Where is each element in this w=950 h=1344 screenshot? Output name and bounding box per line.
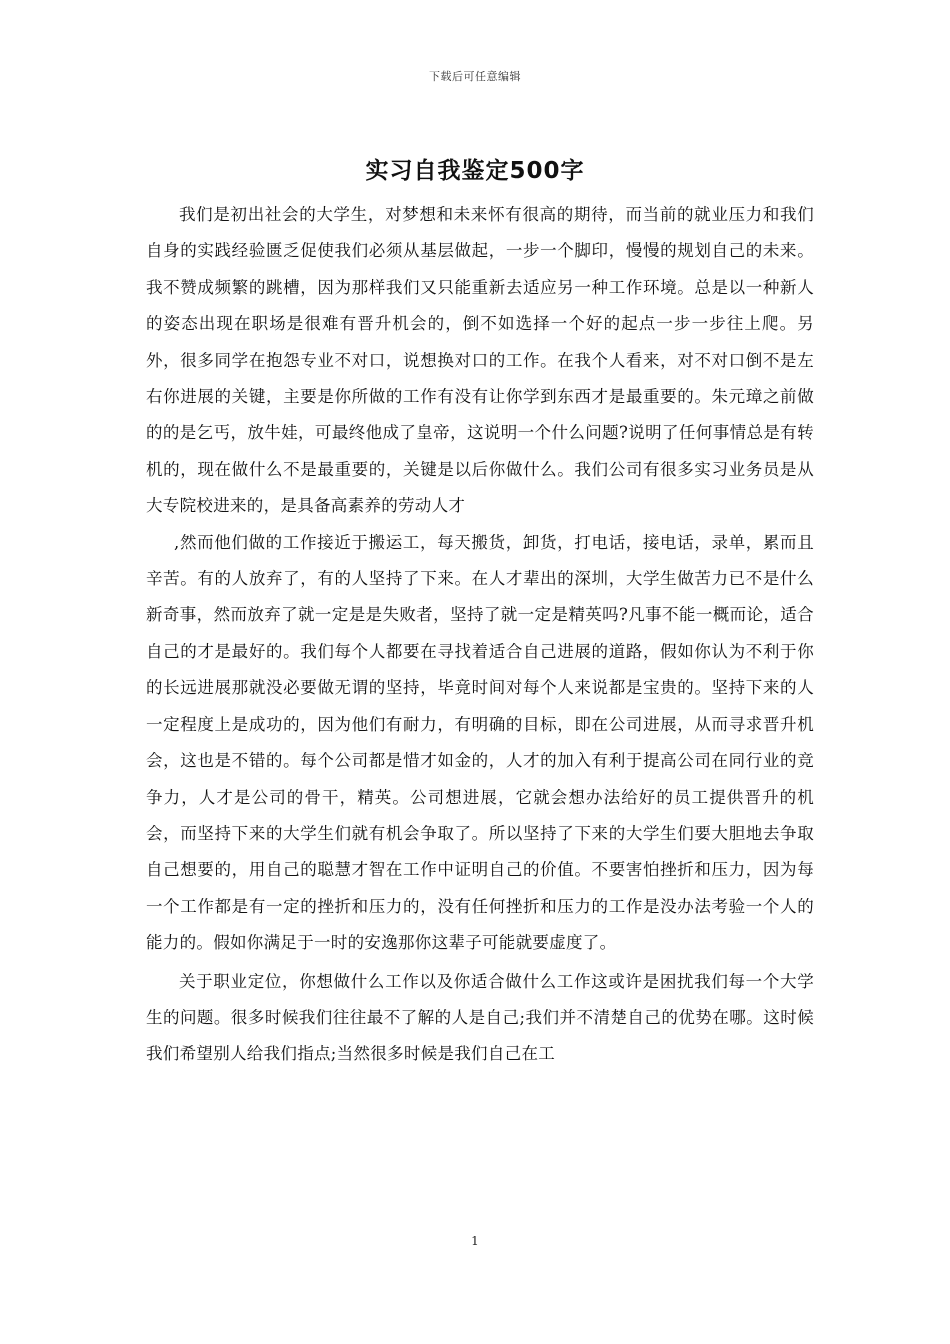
document-title: 实习自我鉴定500字: [365, 158, 585, 184]
page-number: 1: [471, 1234, 479, 1248]
header-note: 下载后可任意编辑: [429, 70, 521, 83]
paragraph-1: 我们是初出社会的大学生，对梦想和未来怀有很高的期待，而当前的就业压力和我们自身的实践经验匮乏促使我们必须从基层做起，一步一个脚印，慢慢的规划自己的未来。我不赞成频繁的跳槽，因为那样我们又只能重新去适应另一种工作环境。总是以一种新人的姿态出现在职场是很难有晋升机会的，倒不如选择一个好的起点一步一步往上爬。另外，很多同学在抱怨专业不对口，说想换对口的工作。在我个人看来，对不对口倒不是左右你进展的关键，主要是你所做的工作有没有让你学到东西才是最重要的。朱元璋之前做的的是乞丐，放牛娃，可最终他成了皇帝，这说明一个什么问题?说明了任何事情总是有转机的，现在做什么不是最重要的，关键是以后你做什么。我们公司有很多实习业务员是从大专院校进来的，是具备高素养的劳动人才: [146, 205, 814, 516]
document-body: [146, 197, 814, 1073]
paragraph-2: ,然而他们做的工作接近于搬运工，每天搬货，卸货，打电话，接电话，录单，累而且辛苦。有的人放弃了，有的人坚持了下来。在人才辈出的深圳，大学生做苦力已不是什么新奇事，然而放弃了就一定是是失败者，坚持了就一定是精英吗?凡事不能一概而论，适合自己的才是最好的。我们每个人都要在寻找着适合自己进展的道路，假如你认为不利于你的长远进展那就没必要做无谓的坚持，毕竟时间对每个人来说都是宝贵的。坚持下来的人一定程度上是成功的，因为他们有耐力，有明确的目标，即在公司进展，从而寻求晋升机会，这也是不错的。每个公司都是惜才如金的，人才的加入有利于提高公司在同行业的竞争力，人才是公司的骨干，精英。公司想进展，它就会想办法给好的员工提供晋升的机会，而坚持下来的大学生们就有机会争取了。所以坚持了下来的大学生们要大胆地去争取自己想要的，用自己的聪慧才智在工作中证明自己的价值。不要害怕挫折和压力，因为每一个工作都是有一定的挫折和压力的，没有任何挫折和压力的工作是没办法考验一个人的能力的。假如你满足于一时的安逸那你这辈子可能就要虚度了。: [146, 532, 814, 953]
paragraph-3: 关于职业定位，你想做什么工作以及你适合做什么工作这或许是困扰我们每一个大学生的问题。很多时候我们往往最不了解的人是自己;我们并不清楚自己的优势在哪。这时候我们希望别人给我们指点;当然很多时候是我们自己在工: [146, 971, 814, 1064]
